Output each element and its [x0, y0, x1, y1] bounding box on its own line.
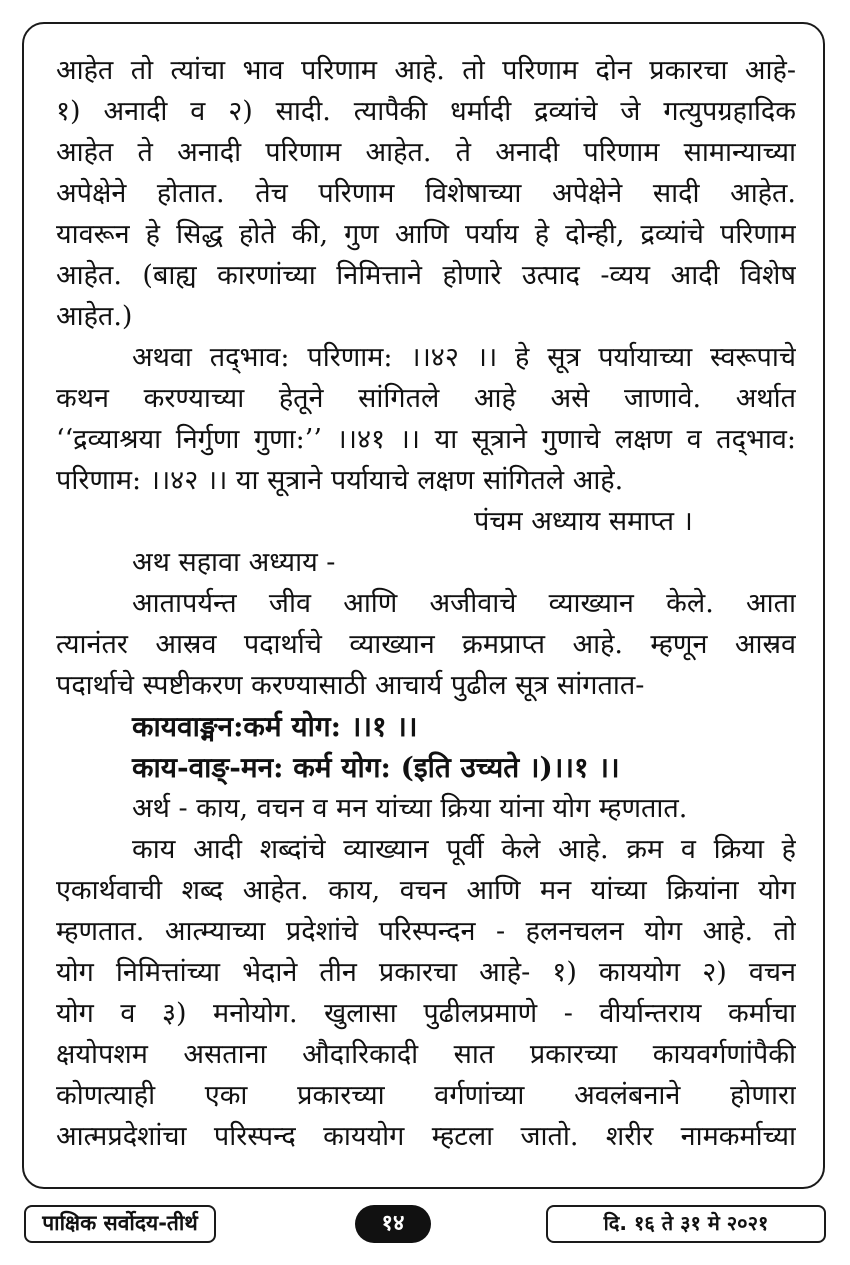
text-line: म्हणतात. आत्म्याच्या प्रदेशांचे परिस्पन्दन - हलनचलन योग आहे. तो [56, 916, 796, 947]
body-text [56, 50, 796, 1157]
text-line: परिणाम: ।।४२ ।। या सूत्राने पर्यायाचे लक्षण सांगितले आहे. [56, 465, 624, 496]
text-line: कोणत्याही एका प्रकारच्या वर्गणांच्या अवलंबनाने होणारा [56, 1080, 796, 1111]
text-line: आहेत ते अनादी परिणाम आहेत. ते अनादी परिणाम सामान्याच्या [56, 137, 796, 168]
text-line: यावरून हे सिद्ध होते की, गुण आणि पर्याय हे दोन्ही, द्रव्यांचे परिणाम [56, 219, 796, 250]
text-line: योग व ३) मनोयोग. खुलासा पुढीलप्रमाणे - वीर्यान्तराय कर्माचा [56, 998, 796, 1029]
text-line: क्षयोपशम असताना औदारिकादी सात प्रकारच्या कायवर्गणांपैकी [56, 1039, 796, 1070]
text-line: आहेत तो त्यांचा भाव परिणाम आहे. तो परिणाम दोन प्रकारचा आहे- [56, 55, 796, 86]
issue-date: दि. १६ ते ३१ मे २०२१ [546, 1205, 826, 1243]
paragraph-start-line: अथवा तद्‌भाव: परिणाम: ।।४२ ।। हे सूत्र पर्यायाच्या स्वरूपाचे [132, 342, 796, 373]
sutra-line: कायवाङ्मन:कर्म योग: ।।१ ।। [132, 710, 418, 743]
text-line: १) अनादी व २) सादी. त्यापैकी धर्मादी द्रव्यांचे जे गत्युपग्रहादिक [56, 96, 796, 127]
text-line: आहेत. (बाह्य कारणांच्या निमित्ताने होणारे उत्पाद -व्यय आदी विशेष [56, 260, 796, 291]
text-line: आत्मप्रदेशांचा परिस्पन्द काययोग म्हटला जातो. शरीर नामकर्माच्या [56, 1121, 796, 1152]
text-line: एकार्थवाची शब्द आहेत. काय, वचन आणि मन यांच्या क्रियांना योग [56, 875, 796, 906]
text-line: कथन करण्याच्या हेतूने सांगितले आहे असे जाणावे. अर्थात [56, 383, 796, 414]
text-line: ‘‘द्रव्याश्रया निर्गुणा गुणा:’’ ।।४१ ।। या सूत्राने गुणाचे लक्षण व तद्‌भाव: [56, 424, 796, 455]
text-line: त्यानंतर आस्रव पदार्थाचे व्याख्यान क्रमप्राप्त आहे. म्हणून आस्रव [56, 629, 796, 660]
publication-name: पाक्षिक सर्वोदय-तीर्थ [24, 1205, 216, 1243]
text-line: आहेत.) [56, 301, 133, 332]
paragraph-start-line: काय आदी शब्दांचे व्याख्यान पूर्वी केले आहे. क्रम व क्रिया हे [132, 834, 796, 865]
meaning-line: अर्थ - काय, वचन व मन यांच्या क्रिया यांना योग म्हणतात. [132, 793, 688, 824]
page-number: १४ [355, 1205, 431, 1243]
chapter-end-line: पंचम अध्याय समाप्त । [474, 506, 693, 537]
paragraph-start-line: आतापर्यन्त जीव आणि अजीवाचे व्याख्यान केले. आता [132, 588, 796, 619]
sutra-expansion-line: काय-वाङ्-मन: कर्म योग: (इति उच्यते ।)।।१ ।। [132, 751, 620, 784]
text-line: योग निमित्तांच्या भेदाने तीन प्रकारचा आहे- १) काययोग २) वचन [56, 957, 796, 988]
text-line: पदार्थाचे स्पष्टीकरण करण्यासाठी आचार्य पुढील सूत्र सांगतात- [56, 670, 645, 701]
chapter-heading: अथ सहावा अध्याय - [132, 547, 336, 578]
text-line: अपेक्षेने होतात. तेच परिणाम विशेषाच्या अपेक्षेने सादी आहेत. [56, 178, 796, 209]
